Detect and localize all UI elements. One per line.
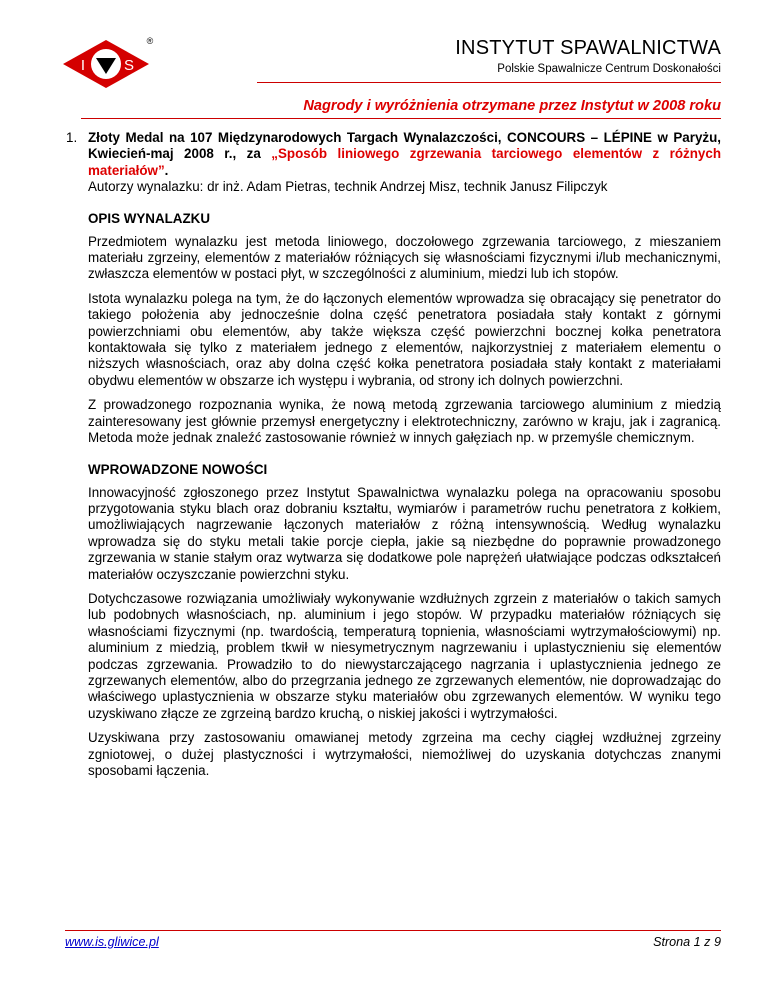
novelties-paragraph: Uzyskiwana przy zastosowaniu omawianej metody zgrzeina ma cechy ciągłej wzdłużnej zgrzeiny zgniotowej, o dużej plastyczności i wytrzymałości, niemożliwej do uzyskania dotychczas znanymi sposobami łączenia.: [88, 730, 721, 778]
institute-subtitle: Polskie Spawalnicze Centrum Doskonałości: [497, 63, 721, 75]
institute-name: INSTYTUT SPAWALNICTWA: [455, 37, 721, 59]
award-heading: [88, 130, 721, 179]
award-heading-text: Złoty Medal na 107 Międzynarodowych Targach Wynalazczości, CONCOURS – LÉPINE w Paryżu, Kwiecień-maj 2008 r., za: [88, 130, 721, 162]
title-divider: [81, 118, 721, 119]
description-paragraph: Istota wynalazku polega na tym, że do łączonych elementów wprowadza się obracający się penetrator do takiego położenia aby jednocześnie dolna część penetratora posiadała stały kontakt z górnymi powierzchniami obu elementów, aby także większa część powierzchni bocznej kołka penetratora kontaktowała się tylko z materiałem jednego z elementów, najkorzystniej z materiałem elementu o niższych własnościach, oraz aby dolna część kołka penetratora posiadała stały kontakt z materiałami obydwu elementów w obszarze ich występu i wybrania, od strony ich dolnych powierzchni.: [88, 290, 721, 388]
website-link[interactable]: www.is.gliwice.pl: [65, 935, 159, 949]
header-divider: [257, 82, 721, 83]
award-item: [66, 130, 721, 196]
description-paragraph: Przedmiotem wynalazku jest metoda liniowego, doczołowego zgrzewania tarciowego, z mieszaniem materiału zgrzeiny, elementów z materiałów różniących się własnościami fizycznymi i/lub mechanicznymi, zwłaszcza elementów w postaci płyt, w szczególności z aluminium, miedzi lub ich stopów.: [88, 233, 721, 282]
description-paragraph: Z prowadzonego rozpoznania wynika, że nową metodą zgrzewania tarciowego aluminium z miedzią zainteresowany jest głównie przemysł energetyczny i elektrotechniczny, zarówno w kraju, jak i zagranicą. Metoda może jednak znaleźć zastosowanie również w innych gałęziach np. w przemyśle chemicznym.: [88, 397, 721, 446]
award-invention-title: „Sposób liniowego zgrzewania tarciowego elementów z różnych materiałów”: [88, 146, 721, 178]
award-heading-end: .: [164, 162, 169, 178]
page-title: Nagrody i wyróżnienia otrzymane przez Instytut w 2008 roku: [303, 98, 721, 114]
logo-letter-i: I: [80, 57, 86, 74]
award-authors: Autorzy wynalazku: dr inż. Adam Pietras, technik Andrzej Misz, technik Janusz Filipczyk: [88, 179, 608, 195]
novelties-paragraph: Innowacyjność zgłoszonego przez Instytut Spawalnictwa wynalazku polega na opracowaniu sposobu przygotowania styku blach oraz dobraniu kształtu, wymiarów i parametrów ruchu penetratora z kołkiem, umożliwiających nagrzewanie łączonych materiałów z różną intensywnością. Według wynalazku wprowadza się do styku metali takie porcje ciepła, jakie są niezbędne do poprawnie prowadzonego zgrzewania w stanie stałym oraz wytwarza się dodatkowe pole naprężeń ułatwiające podczas odkształceń materiałów oczyszczanie powierzchni styku.: [88, 484, 721, 582]
section-heading-novelties: WPROWADZONE NOWOŚCI: [88, 461, 268, 477]
registered-mark: ®: [146, 36, 154, 46]
document-body: [66, 130, 721, 787]
novelties-paragraph: Dotychczasowe rozwiązania umożliwiały wykonywanie wzdłużnych zgrzein z materiałów o takich samych lub podobnych własnościach, np. aluminium i jego stopów. W przypadku materiałów różniących się własnościami fizycznymi (np. twardością, temperaturą topnienia, własnościami wytrzymałościowymi) np. aluminium z miedzią, problem tkwił w niesymetrycznym nagrzewaniu i uplastycznieniu się elementów podczas zgrzewania. Prowadziło to do niewystarczającego nagrzania i uplastycznienia jednego ze zgrzewanych elementów, albo do przegrzania jednego ze zgrzewanych elementów, nie doprowadzając do właściwego uplastycznienia w obszarze styku materiałów obu zgrzewanych elementów. W wyniku tego uzyskiwano złącze ze zgrzeiną bardzo kruchą, o niskiej jakości i wytrzymałości.: [88, 590, 721, 721]
footer-divider: [65, 930, 721, 931]
header-block: [455, 36, 721, 77]
institute-logo: [56, 34, 156, 94]
award-number: 1.: [66, 130, 78, 145]
page-number: Strona 1 z 9: [653, 935, 721, 949]
logo-letter-s: S: [123, 57, 135, 74]
section-heading-description: OPIS WYNALAZKU: [88, 210, 210, 226]
